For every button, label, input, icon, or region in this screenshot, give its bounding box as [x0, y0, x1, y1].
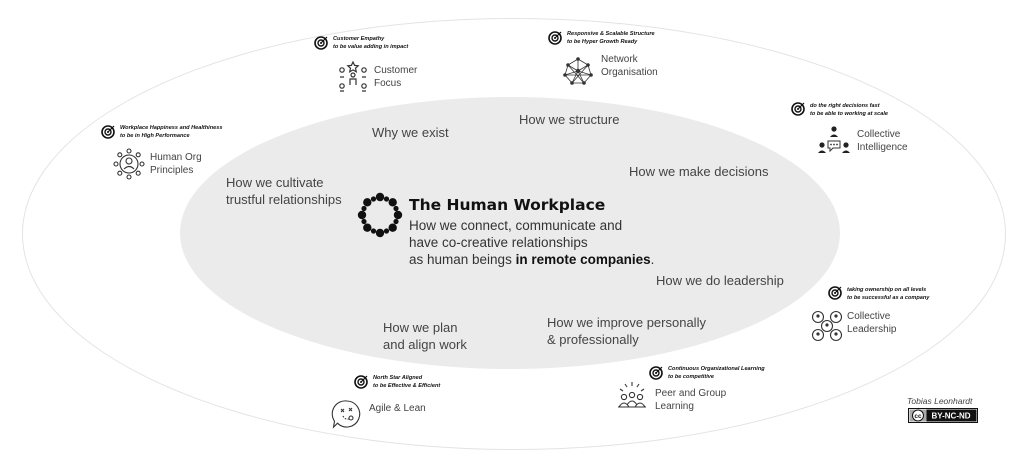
tag-human-org-line1: Workplace Happiness and Healthiness [120, 125, 223, 131]
title-network-organisation [601, 54, 658, 79]
label-how-we-improve-line2: & professionally [547, 332, 639, 347]
title-collective-intelligence-line2: Intelligence [857, 141, 908, 153]
title-peer-line2: Learning [655, 400, 694, 412]
tag-collective-intelligence [810, 103, 888, 118]
tag-network-line2: to be Hyper Growth Ready [567, 38, 638, 45]
cc-license-text: BY-NC-ND [931, 411, 971, 421]
center-desc-line3-suffix: . [650, 252, 655, 267]
title-customer-line2: Focus [374, 77, 402, 89]
label-how-we-plan-line1: How we plan [383, 320, 458, 335]
tag-customer-line1: Customer Empathy [333, 36, 385, 42]
label-how-we-cultivate-line1: How we cultivate [226, 175, 324, 190]
target-icon [649, 366, 663, 380]
tag-peer-line2: to be competitive [668, 373, 715, 380]
tag-collective-leadership-line2: to be successful as a company [847, 294, 930, 301]
label-how-we-do-leadership: How we do leadership [656, 273, 784, 288]
center-title: The Human Workplace [409, 196, 606, 214]
label-how-we-cultivate [226, 174, 342, 208]
center-desc-line3-prefix: as human beings [409, 252, 516, 267]
collective-intelligence-icon [818, 125, 850, 157]
title-customer-line1: Customer [374, 65, 418, 76]
target-icon [354, 375, 368, 389]
title-human-org-line1: Human Org [150, 152, 202, 163]
tag-collective-intelligence-line1: do the right decisions fast [810, 103, 880, 109]
title-human-org-principles [150, 152, 202, 177]
title-agile-lean: Agile & Lean [369, 403, 426, 414]
title-network-line2: Organisation [601, 66, 658, 78]
label-how-we-improve [547, 314, 706, 348]
label-how-we-improve-line1: How we improve personally [547, 315, 706, 330]
title-collective-leadership [847, 311, 896, 336]
target-icon [101, 125, 115, 139]
label-how-we-plan-line2: and align work [383, 337, 467, 352]
target-icon [791, 102, 805, 116]
author-credit: Tobias Leonhardt [907, 396, 973, 406]
label-how-we-cultivate-line2: trustful relationships [226, 192, 342, 207]
label-how-we-plan [383, 319, 467, 353]
target-icon [548, 31, 562, 45]
title-collective-leadership-line1: Collective [847, 311, 891, 322]
tag-customer [333, 36, 408, 51]
customer-focus-icon [337, 60, 369, 92]
tag-peer-line1: Continuous Organizational Learning [668, 366, 765, 372]
peer-learning-icon [616, 380, 648, 412]
tag-agile-line2: to be Effective & Efficient [373, 382, 441, 389]
title-peer-line1: Peer and Group [655, 388, 727, 399]
tag-human-org-line2: to be in High Performance [120, 132, 190, 139]
target-icon [828, 286, 842, 300]
label-why-we-exist: Why we exist [372, 125, 449, 140]
tag-collective-leadership-line1: taking ownership on all levels [847, 287, 927, 293]
title-collective-intelligence [857, 129, 908, 154]
title-collective-intelligence-line1: Collective [857, 129, 901, 140]
human-org-icon [113, 148, 145, 180]
tag-agile [373, 375, 440, 390]
human-workplace-logo-icon [357, 192, 403, 238]
tag-peer [668, 366, 765, 381]
title-network-line1: Network [601, 54, 638, 65]
network-icon [562, 55, 594, 87]
tag-customer-line2: to be value adding in impact [333, 43, 409, 50]
title-peer-group-learning [655, 388, 726, 413]
tag-collective-intelligence-line2: to be able to working at scale [810, 110, 889, 117]
cc-license-badge [908, 408, 978, 423]
title-customer-focus [374, 65, 417, 90]
tag-network-line1: Responsive & Scalable Structure [567, 31, 655, 37]
label-how-we-make-decisions: How we make decisions [629, 164, 769, 179]
center-desc-line2: have co-creative relationships [409, 235, 588, 250]
tag-network [567, 31, 655, 46]
label-how-we-structure: How we structure [519, 112, 620, 127]
tag-human-org [120, 125, 222, 140]
title-collective-leadership-line2: Leadership [847, 323, 897, 335]
center-desc-line3 [409, 251, 654, 268]
tag-agile-line1: North Star Aligned [373, 375, 423, 381]
tag-collective-leadership [847, 287, 929, 302]
center-desc-line3-bold: in remote companies [515, 252, 651, 267]
center-desc-line1: How we connect, communicate and [409, 218, 623, 233]
title-human-org-line2: Principles [150, 164, 194, 176]
center-description [409, 217, 654, 268]
collective-leadership-icon [811, 310, 843, 342]
target-icon [314, 36, 328, 50]
cc-license-symbol: cc [914, 412, 922, 420]
agile-lean-icon [331, 398, 363, 430]
